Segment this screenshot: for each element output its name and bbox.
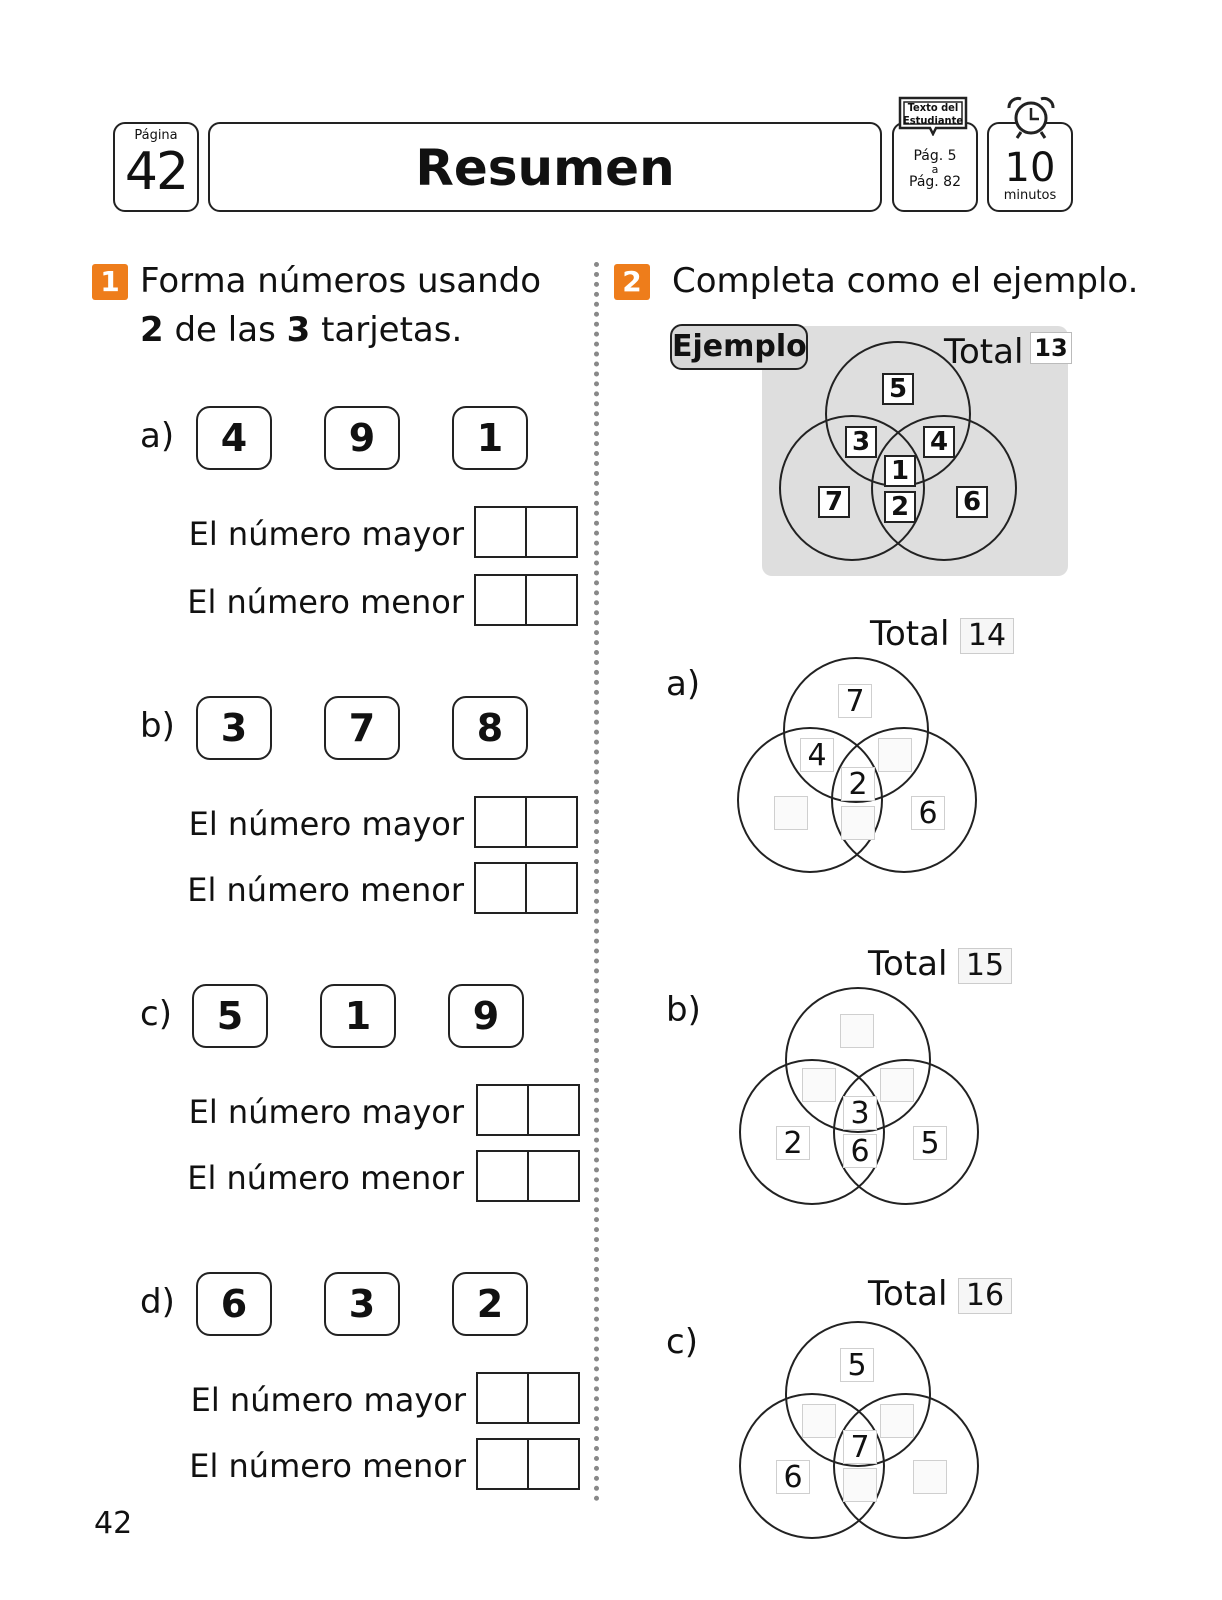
example-total-value: 13 [1030,332,1072,364]
number-card: 6 [196,1272,272,1336]
lesser-number-label: El número menor [187,1159,464,1197]
venn-cell-top: 5 [840,1348,874,1382]
number-card: 1 [452,406,528,470]
minutes-label: minutos [1003,188,1057,203]
venn-cell-top: 7 [838,684,872,718]
greater-number-label: El número mayor [190,1381,466,1419]
number-card: 5 [192,984,268,1048]
example-cell-left: 7 [818,486,850,518]
text-fragment: tarjetas. [310,310,463,350]
number-card: 3 [196,696,272,760]
number-card: 9 [324,406,400,470]
page-title: Resumen [415,139,675,197]
venn-cell-center: 2 [841,767,875,801]
question-1-text-line1: Forma números usando [140,261,542,301]
item-label: a) [140,416,175,456]
venn-cell-top-right[interactable] [880,1404,914,1438]
total-value: 16 [958,1278,1012,1314]
number-card: 7 [324,696,400,760]
number-card: 3 [324,1272,400,1336]
item-label: c) [666,1322,698,1362]
number-card: 1 [320,984,396,1048]
total-value: 15 [958,948,1012,984]
number-card: 2 [452,1272,528,1336]
question-2-text: Completa como el ejemplo. [672,261,1139,301]
number-three: 3 [286,310,311,350]
example-cell-right: 6 [956,486,988,518]
item-label: b) [140,706,175,746]
venn-cell-left: 6 [776,1460,810,1494]
venn-cell-top-left[interactable] [802,1404,836,1438]
lesser-number-label: El número menor [187,871,464,909]
pages-separator: a [931,163,939,176]
venn-cell-right: 6 [911,796,945,830]
number-card: 9 [448,984,524,1048]
venn-cell-bottom: 6 [843,1134,877,1168]
total-label: Total [868,1274,948,1314]
greater-number-label: El número mayor [188,515,464,553]
item-label: c) [140,994,172,1034]
lesser-number-label: El número menor [189,1447,466,1485]
venn-cell-center: 7 [843,1430,877,1464]
page-label: Página [134,128,178,143]
total-value: 14 [960,618,1014,654]
pages-to: Pág. 82 [909,174,961,190]
page-number: 42 [124,142,188,202]
example-cell-bottom: 2 [884,491,916,523]
lesser-number-label: El número menor [187,583,464,621]
total-label: Total [870,614,950,654]
item-label: d) [140,1282,175,1322]
book-label: Texto del Estudiante [902,101,964,127]
example-cell-center: 1 [884,455,916,487]
footer-page-number: 42 [94,1506,133,1541]
total-label: Total [944,332,1024,372]
greater-number-label: El número mayor [188,1093,464,1131]
text-fragment: de las [163,310,287,350]
number-two: 2 [140,310,164,350]
venn-cell-top-left: 4 [800,738,834,772]
greater-number-label: El número mayor [188,805,464,843]
example-label: Ejemplo [670,324,808,370]
venn-cell-right: 5 [913,1126,947,1160]
venn-cell-center: 3 [843,1096,877,1130]
venn-cell-right[interactable] [913,1460,947,1494]
number-card: 4 [196,406,272,470]
example-cell-top: 5 [882,373,914,405]
example-cell-top-left: 3 [845,426,877,458]
minutes-value: 10 [1004,145,1056,191]
item-label: a) [666,664,701,704]
pages-from: Pág. 5 [913,148,957,164]
question-2-number: 2 [614,264,650,300]
item-label: b) [666,990,701,1030]
question-1-number: 1 [92,264,128,300]
venn-cell-bottom[interactable] [843,1468,877,1502]
number-card: 8 [452,696,528,760]
venn-cell-left: 2 [776,1126,810,1160]
example-cell-top-right: 4 [923,426,955,458]
total-label: Total [868,944,948,984]
